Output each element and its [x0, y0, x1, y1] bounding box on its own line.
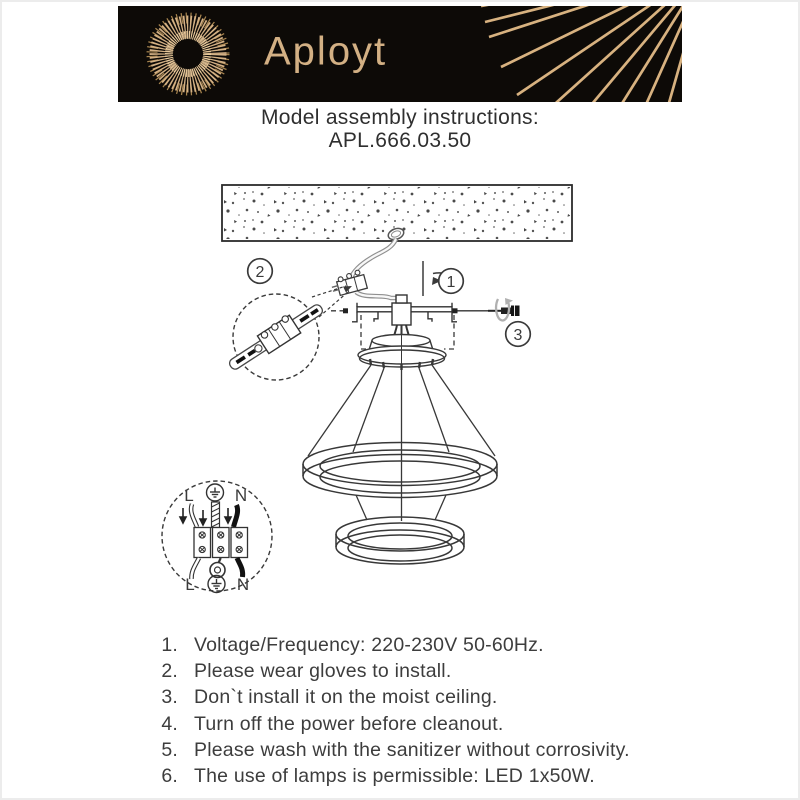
step-1-badge — [439, 269, 464, 294]
instruction-number: 3. — [161, 686, 178, 709]
wiring-label-top-n: N — [234, 486, 248, 505]
model-number: APL.666.03.50 — [328, 128, 472, 152]
instruction-item — [152, 711, 630, 737]
wiring-label-bottom-n: N — [236, 575, 250, 594]
page-title: Model assembly instructions: — [260, 106, 539, 129]
step-3-label: 3 — [513, 327, 523, 344]
instruction-number: 6. — [161, 765, 178, 788]
step-1-label: 1 — [446, 274, 456, 291]
terminal-detail-callout — [224, 286, 352, 380]
instruction-item — [152, 632, 630, 658]
brand-name: Aployt — [264, 29, 388, 74]
instruction-number: 2. — [161, 660, 178, 683]
screw-icon — [458, 298, 520, 320]
instruction-number: 4. — [161, 712, 178, 735]
wiring-label-bottom-l: L — [185, 575, 195, 594]
instruction-item — [152, 658, 630, 684]
step-2-label: 2 — [255, 264, 265, 281]
step-3-badge — [506, 322, 531, 347]
instruction-item — [152, 763, 630, 789]
instruction-item — [152, 684, 630, 710]
instruction-text: Please wear gloves to install. — [194, 660, 452, 683]
wire-earth-top — [212, 502, 220, 528]
instruction-text: Please wash with the sanitizer without corrosivity. — [194, 738, 630, 761]
instruction-number: 1. — [161, 634, 178, 656]
upper-ring — [303, 443, 497, 498]
canopy — [358, 325, 446, 370]
lower-ring — [336, 517, 464, 564]
wiring-label-top-l: L — [184, 486, 194, 505]
ceiling-panel — [222, 185, 572, 242]
instruction-item — [152, 737, 630, 763]
wiring-diagram — [162, 481, 272, 594]
instruction-text: Turn off the power before cleanout. — [194, 712, 504, 735]
instruction-text: Don`t install it on the moist ceiling. — [194, 686, 498, 709]
instruction-text: The use of lamps is permissible: LED 1x50W. — [194, 765, 595, 788]
mounting-bracket — [343, 295, 458, 339]
instruction-list — [152, 632, 630, 789]
instruction-text: Voltage/Frequency: 220-230V 50-60Hz. — [194, 634, 544, 656]
step-2-badge — [248, 259, 273, 284]
terminal-strip — [194, 528, 248, 558]
instruction-number: 5. — [161, 738, 178, 761]
